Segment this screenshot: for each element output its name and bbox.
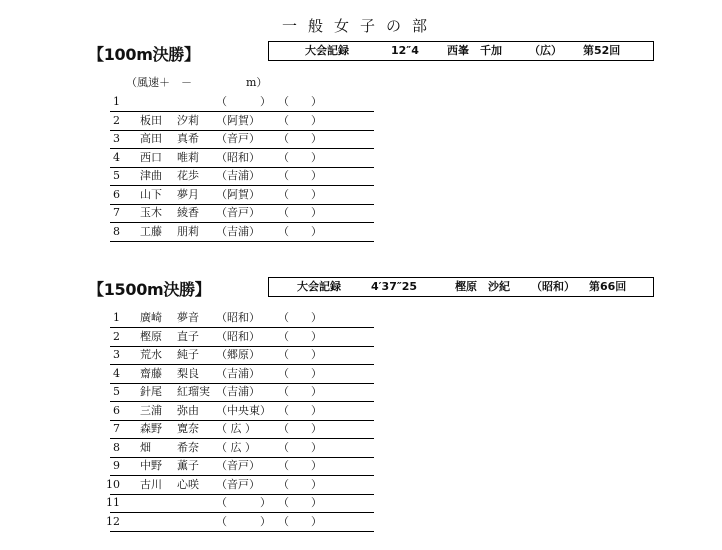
team: （吉浦） — [216, 366, 260, 380]
result-row — [110, 402, 374, 421]
last-name: 中野 — [140, 459, 162, 472]
result: （ ） — [278, 150, 322, 164]
first-name: 寛奈 — [177, 422, 199, 435]
rank: 6 — [113, 403, 120, 417]
rank: 2 — [113, 329, 120, 343]
rank: 5 — [113, 169, 120, 182]
result: （ ） — [278, 348, 322, 361]
team: （昭和） — [216, 329, 260, 343]
rank: 7 — [113, 422, 120, 435]
rank: 1 — [113, 311, 120, 324]
page-title: 一般女子の部 — [282, 17, 439, 35]
rank: 8 — [113, 440, 120, 454]
team: （ 広 ） — [216, 440, 256, 454]
team: （郷原） — [216, 348, 260, 361]
result-row — [110, 420, 374, 439]
first-name: 夢音 — [177, 311, 199, 324]
first-name: 弥由 — [177, 403, 199, 417]
result-row — [110, 383, 374, 402]
result: （ ） — [278, 187, 322, 201]
rank: 7 — [113, 206, 120, 219]
team: （ ） — [216, 95, 271, 108]
event-title-100m: 【100m決勝】 — [88, 45, 200, 64]
last-name: 畑 — [140, 440, 151, 454]
result: （ ） — [278, 477, 322, 491]
team: （吉浦） — [216, 224, 260, 238]
result-row — [110, 309, 374, 328]
last-name: 山下 — [140, 187, 162, 201]
rank: 5 — [113, 385, 120, 398]
result-row — [106, 476, 374, 495]
wind-unit: m） — [246, 76, 268, 89]
rank: 3 — [113, 348, 120, 361]
result-row — [110, 365, 374, 384]
rank: 8 — [113, 224, 120, 238]
first-name: 心咲 — [177, 477, 199, 491]
record-team: （広） — [529, 44, 562, 57]
last-name: 森野 — [140, 422, 162, 435]
result: （ ） — [278, 132, 322, 145]
result: （ ） — [278, 206, 322, 219]
rank: 9 — [113, 459, 120, 472]
first-name: 直子 — [177, 329, 199, 343]
team: （昭和） — [216, 311, 260, 324]
last-name: 齋藤 — [140, 366, 162, 380]
team: （音戸） — [216, 459, 260, 472]
first-name: 薫子 — [177, 459, 199, 472]
first-name: 綾香 — [177, 206, 199, 219]
result-row — [110, 93, 374, 112]
team: （音戸） — [216, 132, 260, 145]
rank: 11 — [106, 496, 120, 509]
record-edition: 第66回 — [589, 280, 627, 293]
last-name: 板田 — [140, 113, 162, 127]
last-name: 針尾 — [140, 385, 162, 398]
team: （昭和） — [216, 150, 260, 164]
first-name: 梨良 — [177, 366, 199, 380]
last-name: 三浦 — [140, 403, 162, 417]
event-title-1500m: 【1500m決勝】 — [88, 280, 211, 299]
result: （ ） — [278, 440, 322, 454]
rank: 4 — [113, 150, 120, 164]
rank: 2 — [113, 113, 120, 127]
result: （ ） — [278, 403, 322, 417]
team: （中央東） — [216, 403, 271, 417]
result: （ ） — [278, 459, 322, 472]
result-row — [110, 223, 374, 242]
record-label: 大会記録 — [297, 280, 341, 293]
result: （ ） — [278, 95, 322, 108]
record-time: 4′37″25 — [371, 280, 418, 293]
first-name: 花歩 — [177, 169, 199, 182]
team: （ 広 ） — [216, 422, 256, 435]
record-time: 12″4 — [391, 44, 419, 57]
result: （ ） — [278, 329, 322, 343]
result-row — [110, 346, 374, 365]
last-name: 西口 — [140, 150, 162, 164]
first-name: 紅瑠実 — [177, 385, 210, 398]
team: （吉浦） — [216, 385, 260, 398]
result: （ ） — [278, 224, 322, 238]
result-row — [110, 204, 374, 223]
result: （ ） — [278, 385, 322, 398]
result: （ ） — [278, 311, 322, 324]
rank: 3 — [113, 132, 120, 145]
result: （ ） — [278, 514, 322, 528]
last-name: 廣崎 — [140, 311, 162, 324]
first-name: 汐莉 — [177, 113, 199, 127]
record-holder: 樫原 沙紀 — [455, 280, 510, 293]
rank: 4 — [113, 366, 120, 380]
first-name: 夢月 — [177, 187, 199, 201]
result-row — [110, 130, 374, 149]
result-row — [110, 457, 374, 476]
last-name: 玉木 — [140, 206, 162, 219]
first-name: 真希 — [177, 132, 199, 145]
last-name: 荒水 — [140, 348, 162, 361]
record-holder: 西峯 千加 — [447, 44, 502, 57]
record-edition: 第52回 — [583, 44, 621, 57]
record-box-1500m — [268, 277, 654, 297]
team: （音戸） — [216, 477, 260, 491]
record-label: 大会記録 — [305, 44, 349, 57]
result-row — [110, 328, 374, 347]
record-box-100m — [268, 41, 654, 61]
result: （ ） — [278, 169, 322, 182]
team: （阿賀） — [216, 187, 260, 201]
last-name: 樫原 — [140, 329, 162, 343]
result-row — [110, 439, 374, 458]
first-name: 朋莉 — [177, 224, 199, 238]
record-team: （昭和） — [531, 280, 575, 293]
wind-label: （風速＋ － — [126, 76, 192, 89]
result-row — [110, 149, 374, 168]
team: （ ） — [216, 514, 271, 528]
result-row — [110, 186, 374, 205]
first-name: 唯莉 — [177, 150, 199, 164]
first-name: 純子 — [177, 348, 199, 361]
result-row — [110, 112, 374, 131]
last-name: 高田 — [140, 132, 162, 145]
rank: 1 — [113, 95, 120, 108]
result-row — [110, 167, 374, 186]
team: （音戸） — [216, 206, 260, 219]
team: （ ） — [216, 496, 271, 509]
result: （ ） — [278, 366, 322, 380]
rank: 12 — [106, 514, 120, 528]
rank: 10 — [106, 477, 120, 491]
team: （阿賀） — [216, 113, 260, 127]
result-row — [106, 494, 374, 513]
last-name: 工藤 — [140, 224, 162, 238]
result: （ ） — [278, 496, 322, 509]
first-name: 希奈 — [177, 440, 199, 454]
result: （ ） — [278, 113, 322, 127]
result-row — [106, 513, 374, 532]
last-name: 古川 — [140, 477, 162, 491]
last-name: 津曲 — [140, 169, 162, 182]
team: （吉浦） — [216, 169, 260, 182]
rank: 6 — [113, 187, 120, 201]
result: （ ） — [278, 422, 322, 435]
